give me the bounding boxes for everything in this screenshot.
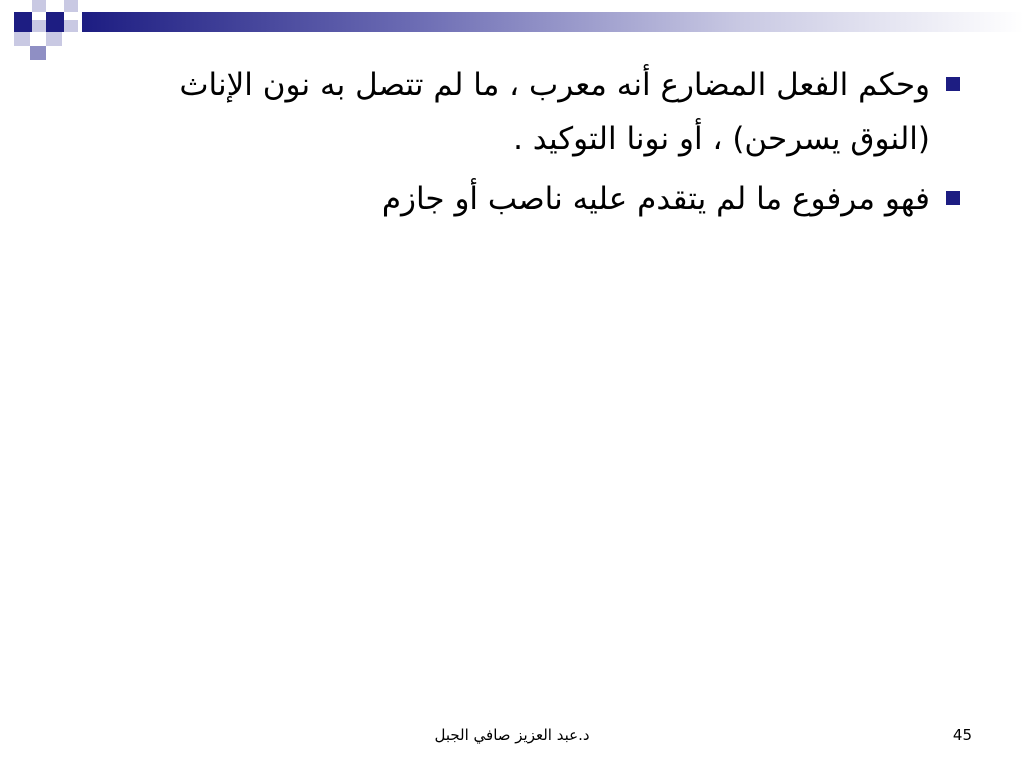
deco-square [30, 46, 46, 60]
slide-content [140, 58, 970, 232]
header-gradient-bar [82, 12, 1024, 32]
bullet-item [140, 172, 970, 226]
deco-square [46, 32, 62, 46]
bullet-text: وحكم الفعل المضارع أنه معرب ، ما لم تتصل به نون الإناث (النوق يسرحن) ، أو نونا التوكيد . [179, 67, 930, 157]
square-bullet-icon [946, 191, 960, 205]
page-number: 45 [952, 726, 972, 744]
deco-square [32, 0, 46, 12]
deco-square [32, 20, 46, 32]
deco-square [64, 0, 78, 12]
footer-author: د.عبد العزيز صافي الجبل [434, 726, 590, 744]
deco-square [64, 20, 78, 32]
deco-square [14, 12, 32, 32]
decorative-header [0, 0, 1024, 64]
bullet-item [140, 58, 970, 166]
deco-square [46, 12, 64, 32]
deco-square [14, 32, 30, 46]
bullet-text: فهو مرفوع ما لم يتقدم عليه ناصب أو جازم [381, 181, 930, 217]
square-bullet-icon [946, 77, 960, 91]
